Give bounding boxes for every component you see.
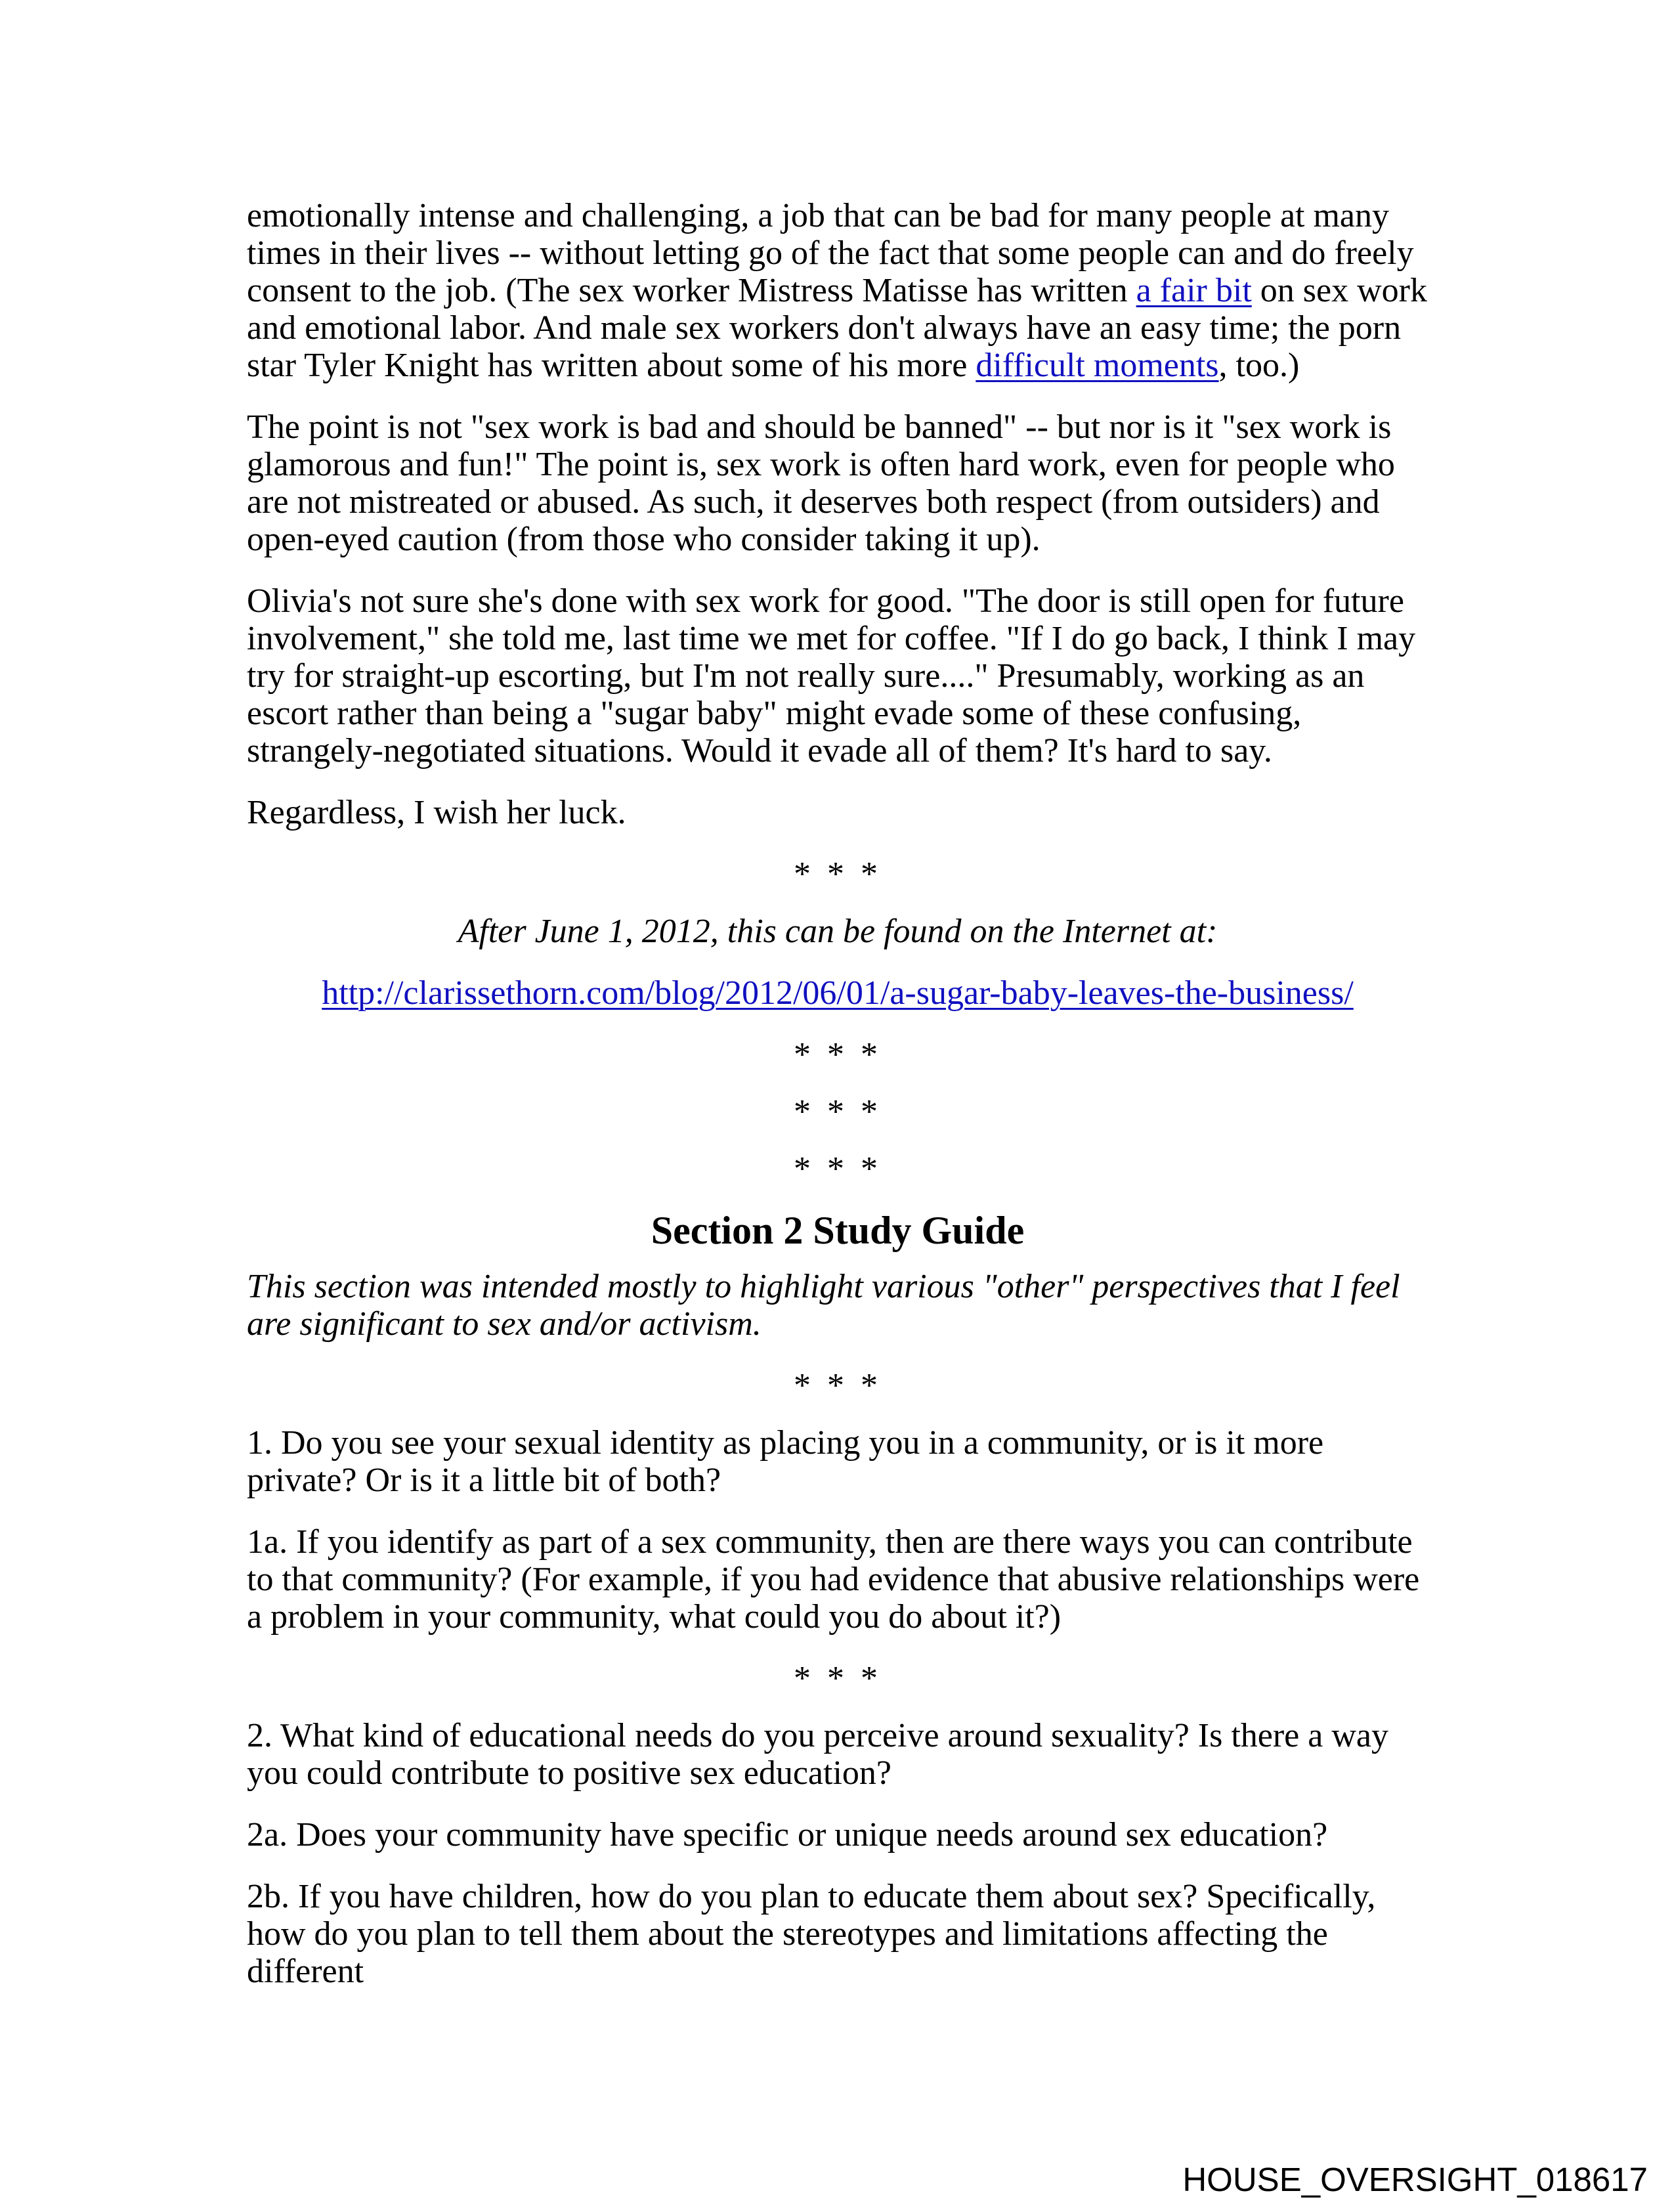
link-a-fair-bit[interactable]: a fair bit [1136,272,1252,309]
separator: * * * [794,1367,882,1404]
source-url-link[interactable]: http://clarissethorn.com/blog/2012/06/01/a-sugar-baby-leaves-the-business/ [322,974,1354,1012]
document-body [247,197,1428,2014]
source-note: After June 1, 2012, this can be found on the Internet at: [458,913,1218,950]
link-difficult-moments[interactable]: difficult moments [976,347,1219,384]
paragraph-emotional-labor [247,197,1428,384]
separator: * * * [794,1660,882,1697]
bates-number-stamp: HOUSE_OVERSIGHT_018617 [1182,2161,1648,2198]
question-2b: 2b. If you have children, how do you plan to educate them about sex? Specifically, how do you plan to tell them about the stereotypes and limitations affecting the different [247,1878,1376,1990]
question-2a: 2a. Does your community have specific or unique needs around sex education? [247,1816,1328,1854]
separator: * * * [794,1150,882,1188]
paragraph-olivia: Olivia's not sure she's done with sex work for good. "The door is still open for future involvement," she told me, last time we met for coffee. "If I do go back, I think I may try for straight-up escorting, but I'm not really sure...." Presumably, working as an escort rather than being a "sugar baby" might evade some of these confusing, strangely-negotiated situations. Would it evade all of them? It's hard to say. [247,582,1416,770]
paragraph-text: emotionally intense and challenging, a job that can be bad for many people at many times in their lives -- without letting go of the fact that some people can and do freely consent to the job. (The sex worker Mistress Matisse has written [247,197,1414,309]
question-2: 2. What kind of educational needs do you perceive around sexuality? Is there a way you could contribute to positive sex education? [247,1717,1388,1792]
separator: * * * [794,1093,882,1131]
source-url-line [247,974,1428,1012]
separator: * * * [794,1036,882,1073]
paragraph-text: , too.) [1218,347,1300,384]
paragraph-text: on sex work and emotional labor. And male sex workers don't always have an easy time; the porn star Tyler Knight has written about some of his more [247,272,1427,384]
separator: * * * [794,856,882,893]
paragraph-the-point: The point is not "sex work is bad and should be banned" -- but nor is it "sex work is glamorous and fun!" The point is, sex work is often hard work, even for people who are not mistreated or abused. As such, it deserves both respect (from outsiders) and open-eyed caution (from those who consider taking it up). [247,408,1395,558]
question-1: 1. Do you see your sexual identity as placing you in a community, or is it more private? Or is it a little bit of both? [247,1424,1324,1499]
paragraph-regardless: Regardless, I wish her luck. [247,794,626,831]
section-intro: This section was intended mostly to highlight various "other" perspectives that I feel are significant to sex and/or activism. [247,1268,1400,1343]
question-1a: 1a. If you identify as part of a sex community, then are there ways you can contribute to that community? (For example, if you had evidence that abusive relationships were a problem in your community, what could you do about it?) [247,1523,1420,1636]
section-heading: Section 2 Study Guide [651,1209,1025,1252]
